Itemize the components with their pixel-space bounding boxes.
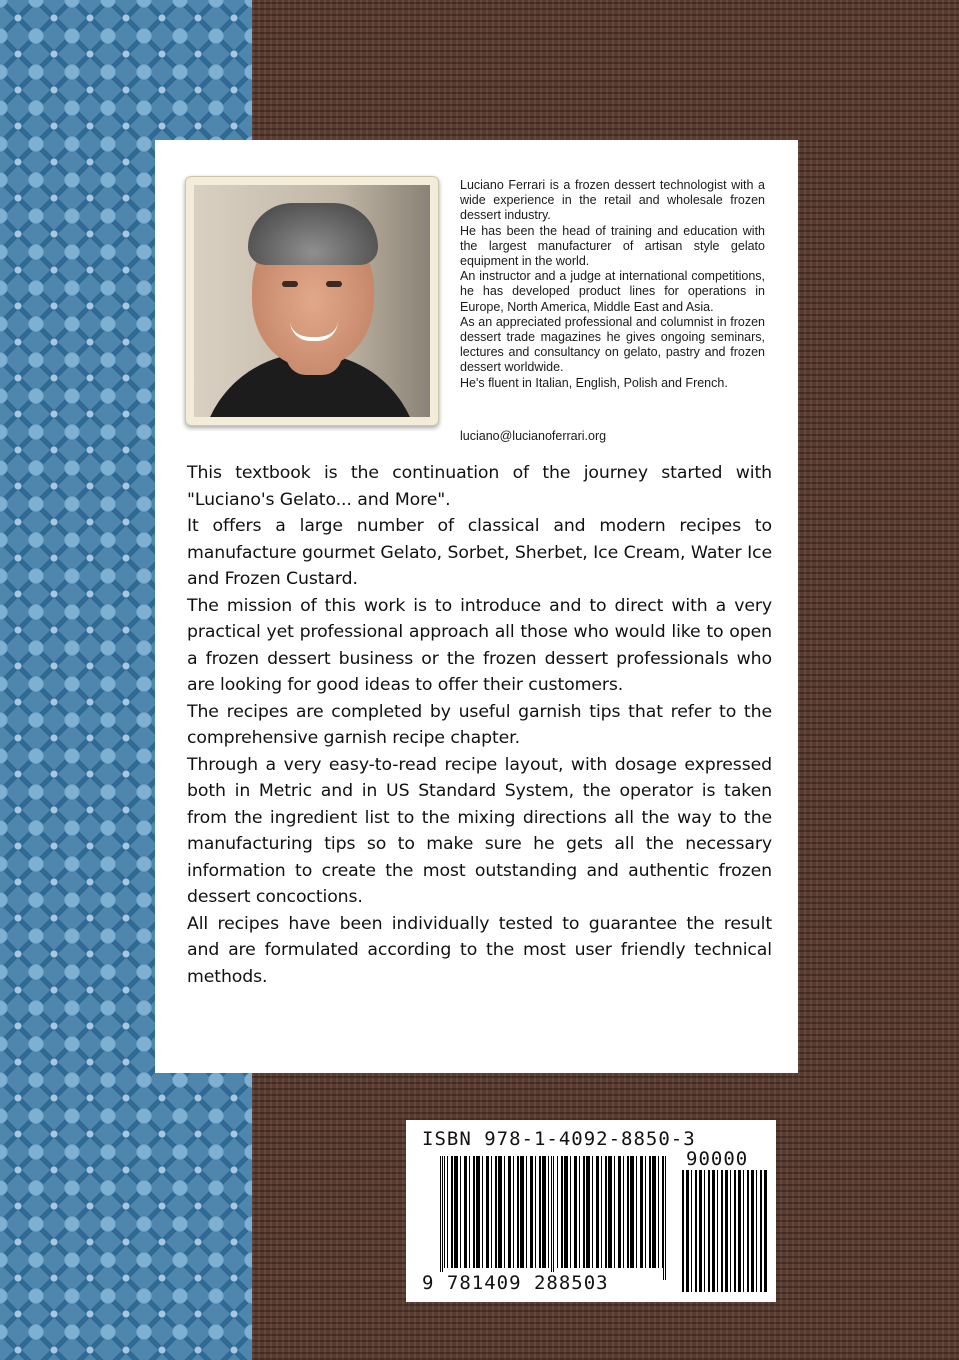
isbn-text: ISBN 978-1-4092-8850-3 (422, 1128, 696, 1150)
description-paragraph: It offers a large number of classical and modern recipes to manufacture gourmet Gelato, Sorbet, Sherbet, Ice Cream, Water Ice and Frozen Custard. (187, 516, 772, 589)
book-description (187, 460, 772, 990)
back-cover-panel (155, 140, 798, 1073)
author-photo (194, 185, 430, 417)
barcode-guard-middle (551, 1156, 555, 1280)
ean-digits: 9 781409 288503 (422, 1272, 609, 1294)
bio-paragraph: Luciano Ferrari is a frozen dessert technologist with a wide experience in the retail and wholesale frozen dessert industry. (460, 178, 765, 223)
bio-paragraph: As an appreciated professional and columnist in frozen dessert trade magazines he gives ongoing seminars, lectures and consultancy on gelato, pastry and frozen dessert worldwide. (460, 314, 765, 375)
barcode-bars-addon (682, 1170, 768, 1292)
bio-paragraph: He's fluent in Italian, English, Polish and French. (460, 375, 728, 390)
photo-eye-left (282, 281, 298, 287)
description-paragraph: The recipes are completed by useful garnish tips that refer to the comprehensive garnish recipe chapter. (187, 701, 772, 748)
author-bio (460, 178, 765, 391)
barcode-guard-left (440, 1156, 444, 1280)
author-email: luciano@lucianoferrari.org (460, 429, 607, 443)
description-paragraph: Through a very easy-to-read recipe layout, with dosage expressed both in Metric and in US Standard System, the operator is taken from the ingredient list to the mixing directions all the way to the manufacturing tips so to make sure he gets all the necessary information to create the most outstanding and authentic frozen dessert concoctions. (187, 754, 772, 907)
bio-paragraph: He has been the head of training and education with the largest manufacturer of artisan style gelato equipment in the world. (460, 223, 765, 269)
isbn-barcode (406, 1120, 776, 1302)
photo-eye-right (326, 281, 342, 287)
description-paragraph: All recipes have been individually tested to guarantee the result and are formulated according to the most user friendly technical methods. (187, 913, 772, 987)
description-paragraph: The mission of this work is to introduce and to direct with a very practical yet professional approach all those who would like to open a frozen dessert business or the frozen dessert professionals who are looking for good ideas to offer their customers. (187, 595, 772, 695)
barcode-addon-number: 90000 (686, 1148, 749, 1170)
description-paragraph: This textbook is the continuation of the journey started with "Luciano's Gelato... and More". (187, 463, 772, 510)
author-photo-frame (185, 176, 439, 426)
photo-hair (248, 203, 378, 265)
bio-paragraph: An instructor and a judge at international competitions, he has developed product lines for operations in Europe, North America, Middle East and Asia. (460, 269, 765, 314)
barcode-guard-right (663, 1156, 667, 1280)
